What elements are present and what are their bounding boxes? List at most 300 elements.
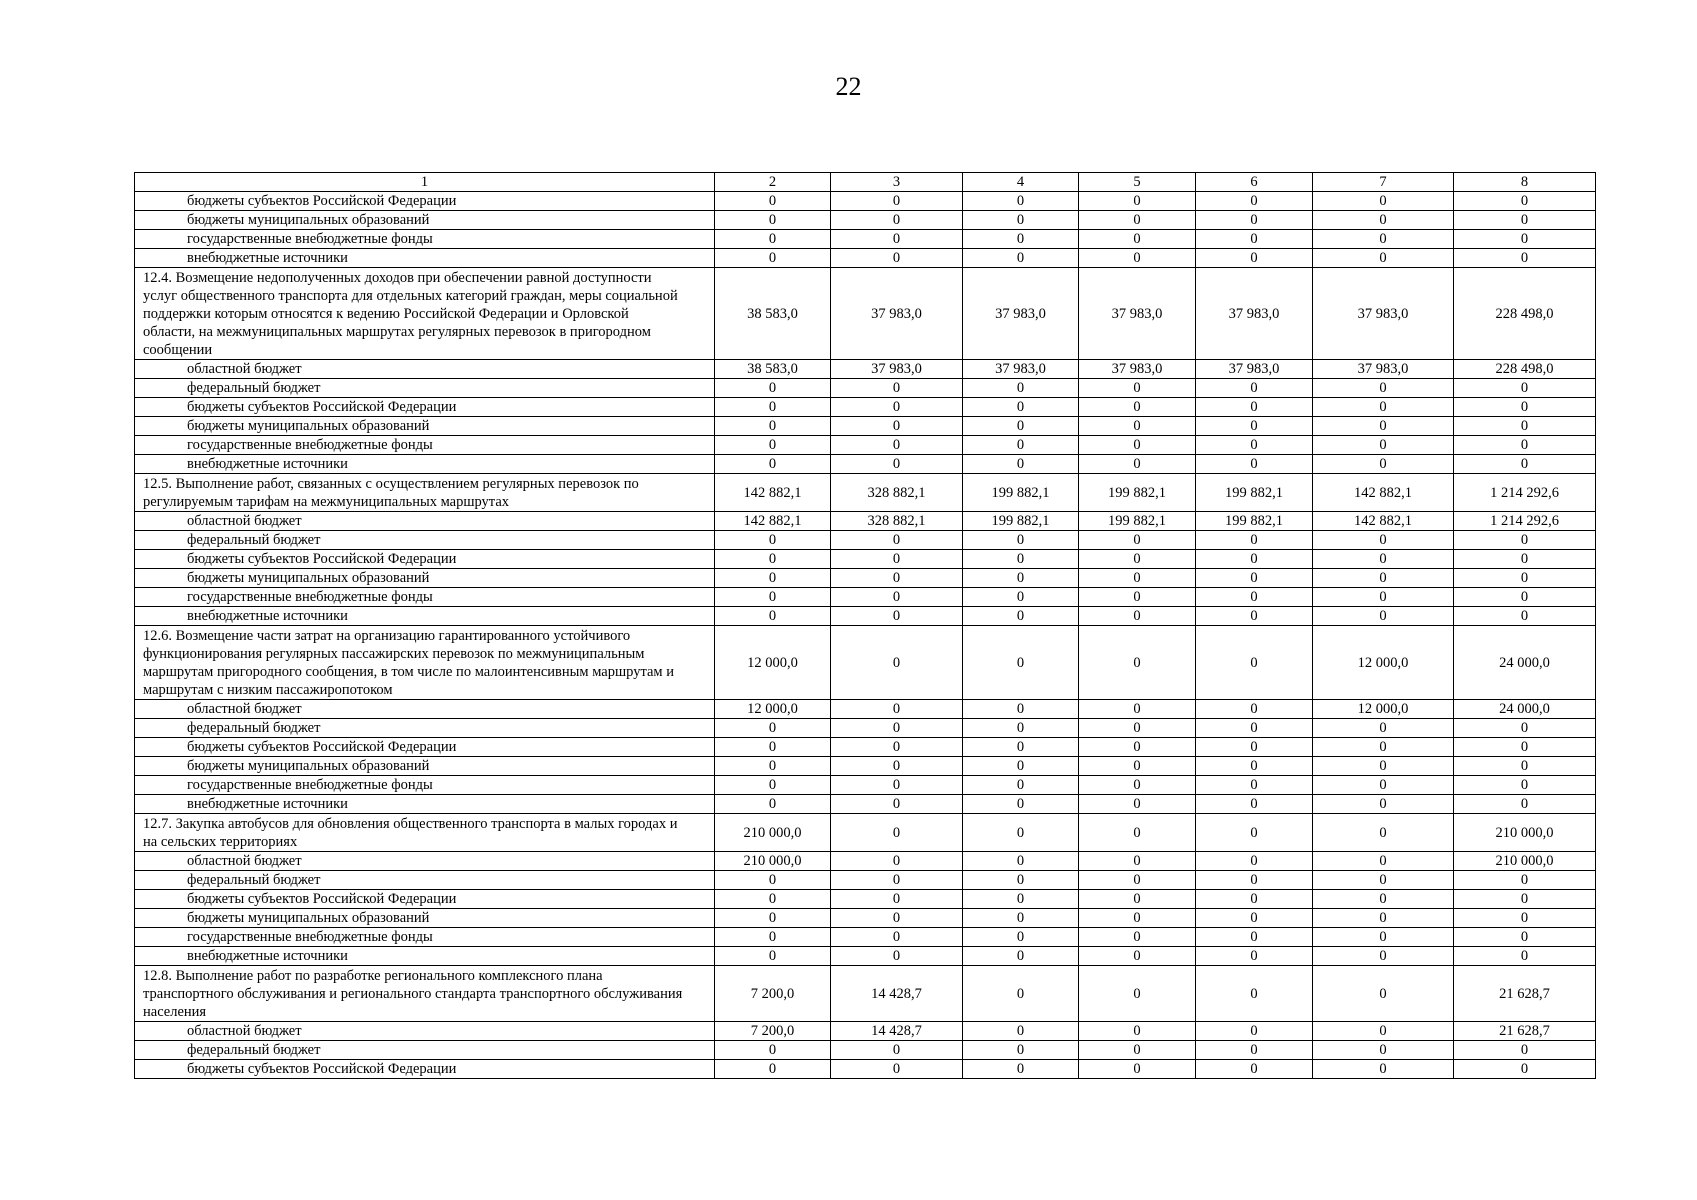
- value-cell: 0: [831, 192, 963, 211]
- value-cell: 0: [1313, 588, 1454, 607]
- value-cell: 0: [1196, 871, 1313, 890]
- source-label-cell: внебюджетные источники: [135, 249, 715, 268]
- value-cell: 0: [1313, 531, 1454, 550]
- value-cell: 0: [1454, 1041, 1596, 1060]
- value-cell: 0: [1313, 814, 1454, 852]
- source-label-cell: внебюджетные источники: [135, 607, 715, 626]
- value-cell: 37 983,0: [1196, 268, 1313, 360]
- value-cell: 0: [831, 436, 963, 455]
- value-cell: 0: [1454, 776, 1596, 795]
- value-cell: 0: [963, 909, 1079, 928]
- value-cell: 0: [963, 588, 1079, 607]
- table-row: [135, 776, 1596, 795]
- value-cell: 0: [1454, 607, 1596, 626]
- value-cell: 0: [1079, 776, 1196, 795]
- table-row: [135, 871, 1596, 890]
- value-cell: 0: [1196, 719, 1313, 738]
- value-cell: 0: [1313, 947, 1454, 966]
- source-label-cell: бюджеты муниципальных образований: [135, 757, 715, 776]
- value-cell: 0: [963, 871, 1079, 890]
- value-cell: 0: [1196, 1060, 1313, 1079]
- value-cell: 0: [715, 455, 831, 474]
- value-cell: 37 983,0: [1313, 268, 1454, 360]
- value-cell: 0: [963, 1022, 1079, 1041]
- table-row: [135, 379, 1596, 398]
- value-cell: 0: [963, 550, 1079, 569]
- value-cell: 0: [1454, 871, 1596, 890]
- table-row: [135, 757, 1596, 776]
- value-cell: 0: [963, 757, 1079, 776]
- table-row: [135, 607, 1596, 626]
- value-cell: 0: [1196, 192, 1313, 211]
- value-cell: 0: [1313, 852, 1454, 871]
- value-cell: 0: [715, 398, 831, 417]
- table-row: [135, 890, 1596, 909]
- table-row: [135, 738, 1596, 757]
- value-cell: 0: [831, 852, 963, 871]
- table-row: [135, 852, 1596, 871]
- value-cell: 0: [831, 928, 963, 947]
- value-cell: 0: [963, 947, 1079, 966]
- value-cell: 0: [1313, 211, 1454, 230]
- value-cell: 0: [715, 436, 831, 455]
- value-cell: 14 428,7: [831, 966, 963, 1022]
- value-cell: 0: [1079, 966, 1196, 1022]
- value-cell: 0: [1196, 436, 1313, 455]
- source-label-cell: бюджеты субъектов Российской Федерации: [135, 398, 715, 417]
- value-cell: 0: [1196, 550, 1313, 569]
- value-cell: 0: [1454, 192, 1596, 211]
- value-cell: 210 000,0: [1454, 814, 1596, 852]
- value-cell: 0: [1079, 909, 1196, 928]
- value-cell: 0: [1313, 417, 1454, 436]
- source-label-cell: бюджеты субъектов Российской Федерации: [135, 738, 715, 757]
- value-cell: 0: [1454, 1060, 1596, 1079]
- value-cell: 0: [715, 909, 831, 928]
- value-cell: 0: [715, 417, 831, 436]
- value-cell: 0: [963, 249, 1079, 268]
- value-cell: 12 000,0: [1313, 700, 1454, 719]
- table-row: [135, 417, 1596, 436]
- source-label-cell: государственные внебюджетные фонды: [135, 588, 715, 607]
- value-cell: 199 882,1: [1079, 474, 1196, 512]
- value-cell: 0: [1454, 795, 1596, 814]
- value-cell: 1 214 292,6: [1454, 512, 1596, 531]
- table-row-section: [135, 966, 1596, 1022]
- value-cell: 0: [1454, 417, 1596, 436]
- value-cell: 0: [1454, 531, 1596, 550]
- value-cell: 0: [715, 795, 831, 814]
- value-cell: 0: [831, 1041, 963, 1060]
- value-cell: 0: [1196, 928, 1313, 947]
- value-cell: 328 882,1: [831, 512, 963, 531]
- budget-table: [134, 172, 1596, 1079]
- value-cell: 0: [831, 379, 963, 398]
- source-label-cell: федеральный бюджет: [135, 531, 715, 550]
- value-cell: 0: [963, 211, 1079, 230]
- value-cell: 0: [831, 230, 963, 249]
- value-cell: 0: [1196, 795, 1313, 814]
- table-row: [135, 249, 1596, 268]
- value-cell: 0: [1454, 719, 1596, 738]
- value-cell: 0: [1313, 569, 1454, 588]
- value-cell: 0: [1079, 814, 1196, 852]
- table-row-section: [135, 268, 1596, 360]
- value-cell: 0: [1079, 531, 1196, 550]
- value-cell: 142 882,1: [715, 512, 831, 531]
- value-cell: 0: [1313, 738, 1454, 757]
- value-cell: 0: [1196, 569, 1313, 588]
- value-cell: 0: [1454, 455, 1596, 474]
- value-cell: 0: [831, 700, 963, 719]
- value-cell: 0: [1454, 398, 1596, 417]
- value-cell: 0: [1079, 738, 1196, 757]
- value-cell: 0: [1196, 626, 1313, 700]
- value-cell: 0: [1454, 436, 1596, 455]
- value-cell: 0: [1079, 852, 1196, 871]
- value-cell: 0: [1079, 192, 1196, 211]
- value-cell: 0: [831, 249, 963, 268]
- value-cell: 12 000,0: [715, 700, 831, 719]
- value-cell: 0: [831, 398, 963, 417]
- value-cell: 37 983,0: [831, 268, 963, 360]
- value-cell: 0: [831, 569, 963, 588]
- source-label-cell: внебюджетные источники: [135, 455, 715, 474]
- value-cell: 0: [1079, 1060, 1196, 1079]
- value-cell: 0: [963, 776, 1079, 795]
- value-cell: 0: [831, 947, 963, 966]
- table-row: [135, 719, 1596, 738]
- value-cell: 0: [1079, 230, 1196, 249]
- value-cell: 0: [1313, 871, 1454, 890]
- value-cell: 0: [1079, 398, 1196, 417]
- value-cell: 0: [963, 455, 1079, 474]
- value-cell: 0: [1196, 588, 1313, 607]
- value-cell: 0: [831, 871, 963, 890]
- value-cell: 0: [1313, 398, 1454, 417]
- value-cell: 0: [1196, 230, 1313, 249]
- value-cell: 0: [831, 588, 963, 607]
- value-cell: 0: [1454, 379, 1596, 398]
- value-cell: 210 000,0: [715, 814, 831, 852]
- value-cell: 0: [715, 607, 831, 626]
- value-cell: 0: [1313, 795, 1454, 814]
- source-label-cell: бюджеты субъектов Российской Федерации: [135, 1060, 715, 1079]
- value-cell: 0: [1313, 757, 1454, 776]
- value-cell: 37 983,0: [1079, 360, 1196, 379]
- value-cell: 199 882,1: [1196, 512, 1313, 531]
- source-label-cell: федеральный бюджет: [135, 379, 715, 398]
- table-row: [135, 1060, 1596, 1079]
- value-cell: 0: [1079, 626, 1196, 700]
- value-cell: 0: [715, 871, 831, 890]
- value-cell: 0: [963, 1041, 1079, 1060]
- value-cell: 0: [1454, 890, 1596, 909]
- source-label-cell: внебюджетные источники: [135, 947, 715, 966]
- value-cell: 0: [1196, 1041, 1313, 1060]
- source-label-cell: областной бюджет: [135, 1022, 715, 1041]
- column-header: 6: [1196, 173, 1313, 192]
- table-row: [135, 512, 1596, 531]
- value-cell: 0: [1454, 569, 1596, 588]
- value-cell: 37 983,0: [963, 268, 1079, 360]
- value-cell: 0: [831, 531, 963, 550]
- value-cell: 0: [831, 909, 963, 928]
- value-cell: 228 498,0: [1454, 360, 1596, 379]
- value-cell: 37 983,0: [1313, 360, 1454, 379]
- value-cell: 0: [1196, 249, 1313, 268]
- table-body: [135, 173, 1596, 1079]
- value-cell: 0: [1196, 966, 1313, 1022]
- value-cell: 0: [1454, 947, 1596, 966]
- value-cell: 0: [1079, 455, 1196, 474]
- source-label-cell: бюджеты муниципальных образований: [135, 569, 715, 588]
- value-cell: 14 428,7: [831, 1022, 963, 1041]
- value-cell: 0: [715, 1041, 831, 1060]
- value-cell: 0: [1079, 607, 1196, 626]
- value-cell: 0: [1313, 230, 1454, 249]
- value-cell: 0: [1196, 776, 1313, 795]
- value-cell: 0: [1454, 588, 1596, 607]
- value-cell: 0: [1079, 947, 1196, 966]
- source-label-cell: бюджеты муниципальных образований: [135, 417, 715, 436]
- value-cell: 0: [831, 211, 963, 230]
- value-cell: 0: [963, 192, 1079, 211]
- table-row-section: [135, 814, 1596, 852]
- value-cell: 0: [1196, 738, 1313, 757]
- section-title-cell: 12.7. Закупка автобусов для обновления общественного транспорта в малых городах и на сельских территориях: [135, 814, 715, 852]
- table-row: [135, 230, 1596, 249]
- value-cell: 0: [1196, 909, 1313, 928]
- value-cell: 0: [715, 776, 831, 795]
- value-cell: 0: [1313, 436, 1454, 455]
- value-cell: 24 000,0: [1454, 700, 1596, 719]
- value-cell: 0: [831, 795, 963, 814]
- table-row: [135, 928, 1596, 947]
- source-label-cell: бюджеты субъектов Российской Федерации: [135, 890, 715, 909]
- value-cell: 0: [1079, 211, 1196, 230]
- source-label-cell: государственные внебюджетные фонды: [135, 436, 715, 455]
- section-title-cell: 12.5. Выполнение работ, связанных с осуществлением регулярных перевозок по регулируемым тарифам на межмуниципальных маршрутах: [135, 474, 715, 512]
- value-cell: 0: [1313, 249, 1454, 268]
- column-header: 7: [1313, 173, 1454, 192]
- value-cell: 0: [715, 947, 831, 966]
- value-cell: 228 498,0: [1454, 268, 1596, 360]
- value-cell: 142 882,1: [1313, 474, 1454, 512]
- value-cell: 0: [1313, 890, 1454, 909]
- value-cell: 0: [715, 588, 831, 607]
- value-cell: 0: [831, 814, 963, 852]
- value-cell: 0: [831, 1060, 963, 1079]
- table-row: [135, 192, 1596, 211]
- source-label-cell: бюджеты муниципальных образований: [135, 211, 715, 230]
- value-cell: 0: [1079, 700, 1196, 719]
- value-cell: 0: [963, 607, 1079, 626]
- value-cell: 0: [1196, 852, 1313, 871]
- value-cell: 0: [1079, 1041, 1196, 1060]
- source-label-cell: государственные внебюджетные фонды: [135, 776, 715, 795]
- source-label-cell: областной бюджет: [135, 512, 715, 531]
- value-cell: 7 200,0: [715, 1022, 831, 1041]
- value-cell: 0: [963, 852, 1079, 871]
- value-cell: 0: [963, 966, 1079, 1022]
- column-header: 8: [1454, 173, 1596, 192]
- table-row: [135, 1041, 1596, 1060]
- value-cell: 0: [963, 398, 1079, 417]
- value-cell: 0: [715, 757, 831, 776]
- value-cell: 38 583,0: [715, 268, 831, 360]
- value-cell: 12 000,0: [715, 626, 831, 700]
- value-cell: 0: [1313, 909, 1454, 928]
- value-cell: 1 214 292,6: [1454, 474, 1596, 512]
- value-cell: 0: [1313, 776, 1454, 795]
- value-cell: 0: [715, 719, 831, 738]
- value-cell: 0: [1079, 890, 1196, 909]
- source-label-cell: внебюджетные источники: [135, 795, 715, 814]
- value-cell: 0: [715, 531, 831, 550]
- section-title-cell: 12.6. Возмещение части затрат на организацию гарантированного устойчивого функционирования регулярных пассажирских перевозок по межмуниципальным маршрутам пригородного сообщения, в том числе по малоинтенсивным маршрутам и маршрутам с низким пассажиропотоком: [135, 626, 715, 700]
- table-row: [135, 569, 1596, 588]
- value-cell: 0: [1079, 436, 1196, 455]
- value-cell: 0: [963, 569, 1079, 588]
- value-cell: 0: [1454, 230, 1596, 249]
- value-cell: 0: [1196, 455, 1313, 474]
- column-header: 1: [135, 173, 715, 192]
- value-cell: 0: [1079, 757, 1196, 776]
- table-row: [135, 1022, 1596, 1041]
- source-label-cell: федеральный бюджет: [135, 719, 715, 738]
- value-cell: 0: [715, 1060, 831, 1079]
- value-cell: 210 000,0: [1454, 852, 1596, 871]
- value-cell: 0: [1196, 947, 1313, 966]
- table-row: [135, 211, 1596, 230]
- value-cell: 0: [1313, 1060, 1454, 1079]
- value-cell: 0: [715, 249, 831, 268]
- table-row: [135, 909, 1596, 928]
- value-cell: 142 882,1: [1313, 512, 1454, 531]
- value-cell: 0: [1313, 1041, 1454, 1060]
- value-cell: 0: [1079, 417, 1196, 436]
- source-label-cell: бюджеты субъектов Российской Федерации: [135, 550, 715, 569]
- value-cell: 0: [831, 455, 963, 474]
- value-cell: 199 882,1: [963, 474, 1079, 512]
- value-cell: 0: [1313, 607, 1454, 626]
- source-label-cell: областной бюджет: [135, 360, 715, 379]
- value-cell: 0: [1196, 700, 1313, 719]
- value-cell: 0: [963, 795, 1079, 814]
- value-cell: 0: [715, 569, 831, 588]
- source-label-cell: государственные внебюджетные фонды: [135, 230, 715, 249]
- value-cell: 0: [1454, 550, 1596, 569]
- value-cell: 0: [963, 814, 1079, 852]
- value-cell: 0: [1196, 607, 1313, 626]
- value-cell: 12 000,0: [1313, 626, 1454, 700]
- source-label-cell: бюджеты муниципальных образований: [135, 909, 715, 928]
- table-row-section: [135, 626, 1596, 700]
- value-cell: 0: [831, 607, 963, 626]
- value-cell: 0: [1079, 1022, 1196, 1041]
- value-cell: 0: [1454, 211, 1596, 230]
- value-cell: 37 983,0: [831, 360, 963, 379]
- source-label-cell: государственные внебюджетные фонды: [135, 928, 715, 947]
- value-cell: 0: [1313, 379, 1454, 398]
- table-header-row: [135, 173, 1596, 192]
- value-cell: 0: [1313, 966, 1454, 1022]
- value-cell: 0: [831, 719, 963, 738]
- value-cell: 0: [1196, 890, 1313, 909]
- value-cell: 0: [963, 436, 1079, 455]
- value-cell: 0: [1196, 814, 1313, 852]
- source-label-cell: бюджеты субъектов Российской Федерации: [135, 192, 715, 211]
- value-cell: 38 583,0: [715, 360, 831, 379]
- value-cell: 0: [715, 550, 831, 569]
- value-cell: 199 882,1: [1196, 474, 1313, 512]
- page-number: 22: [835, 72, 862, 101]
- value-cell: 0: [831, 626, 963, 700]
- value-cell: 0: [1079, 928, 1196, 947]
- value-cell: 0: [1313, 1022, 1454, 1041]
- column-header: 2: [715, 173, 831, 192]
- value-cell: 0: [1313, 550, 1454, 569]
- value-cell: 0: [1454, 249, 1596, 268]
- table-row: [135, 588, 1596, 607]
- table-row: [135, 947, 1596, 966]
- value-cell: 0: [1454, 909, 1596, 928]
- value-cell: 0: [1196, 211, 1313, 230]
- table-row: [135, 398, 1596, 417]
- value-cell: 0: [715, 211, 831, 230]
- table-row: [135, 436, 1596, 455]
- value-cell: 0: [963, 890, 1079, 909]
- value-cell: 0: [963, 230, 1079, 249]
- value-cell: 0: [1454, 757, 1596, 776]
- value-cell: 210 000,0: [715, 852, 831, 871]
- value-cell: 37 983,0: [963, 360, 1079, 379]
- table-row: [135, 700, 1596, 719]
- table-row: [135, 455, 1596, 474]
- value-cell: 24 000,0: [1454, 626, 1596, 700]
- value-cell: 0: [1079, 249, 1196, 268]
- value-cell: 0: [1454, 738, 1596, 757]
- section-title-cell: 12.8. Выполнение работ по разработке регионального комплексного плана транспортного обслуживания и регионального стандарта транспортного обслуживания населения: [135, 966, 715, 1022]
- value-cell: 0: [1196, 379, 1313, 398]
- value-cell: 0: [715, 738, 831, 757]
- value-cell: 0: [1079, 719, 1196, 738]
- value-cell: 0: [715, 928, 831, 947]
- value-cell: 0: [963, 928, 1079, 947]
- value-cell: 0: [1196, 1022, 1313, 1041]
- value-cell: 0: [715, 379, 831, 398]
- value-cell: 0: [1196, 398, 1313, 417]
- value-cell: 0: [1196, 531, 1313, 550]
- value-cell: 199 882,1: [963, 512, 1079, 531]
- source-label-cell: областной бюджет: [135, 700, 715, 719]
- value-cell: 0: [963, 1060, 1079, 1079]
- value-cell: 0: [1313, 455, 1454, 474]
- value-cell: 0: [963, 700, 1079, 719]
- table-row: [135, 531, 1596, 550]
- table-row: [135, 795, 1596, 814]
- column-header: 5: [1079, 173, 1196, 192]
- value-cell: 328 882,1: [831, 474, 963, 512]
- value-cell: 0: [1196, 757, 1313, 776]
- value-cell: 37 983,0: [1196, 360, 1313, 379]
- value-cell: 0: [1196, 417, 1313, 436]
- value-cell: 0: [1454, 928, 1596, 947]
- source-label-cell: областной бюджет: [135, 852, 715, 871]
- source-label-cell: федеральный бюджет: [135, 871, 715, 890]
- value-cell: 0: [963, 417, 1079, 436]
